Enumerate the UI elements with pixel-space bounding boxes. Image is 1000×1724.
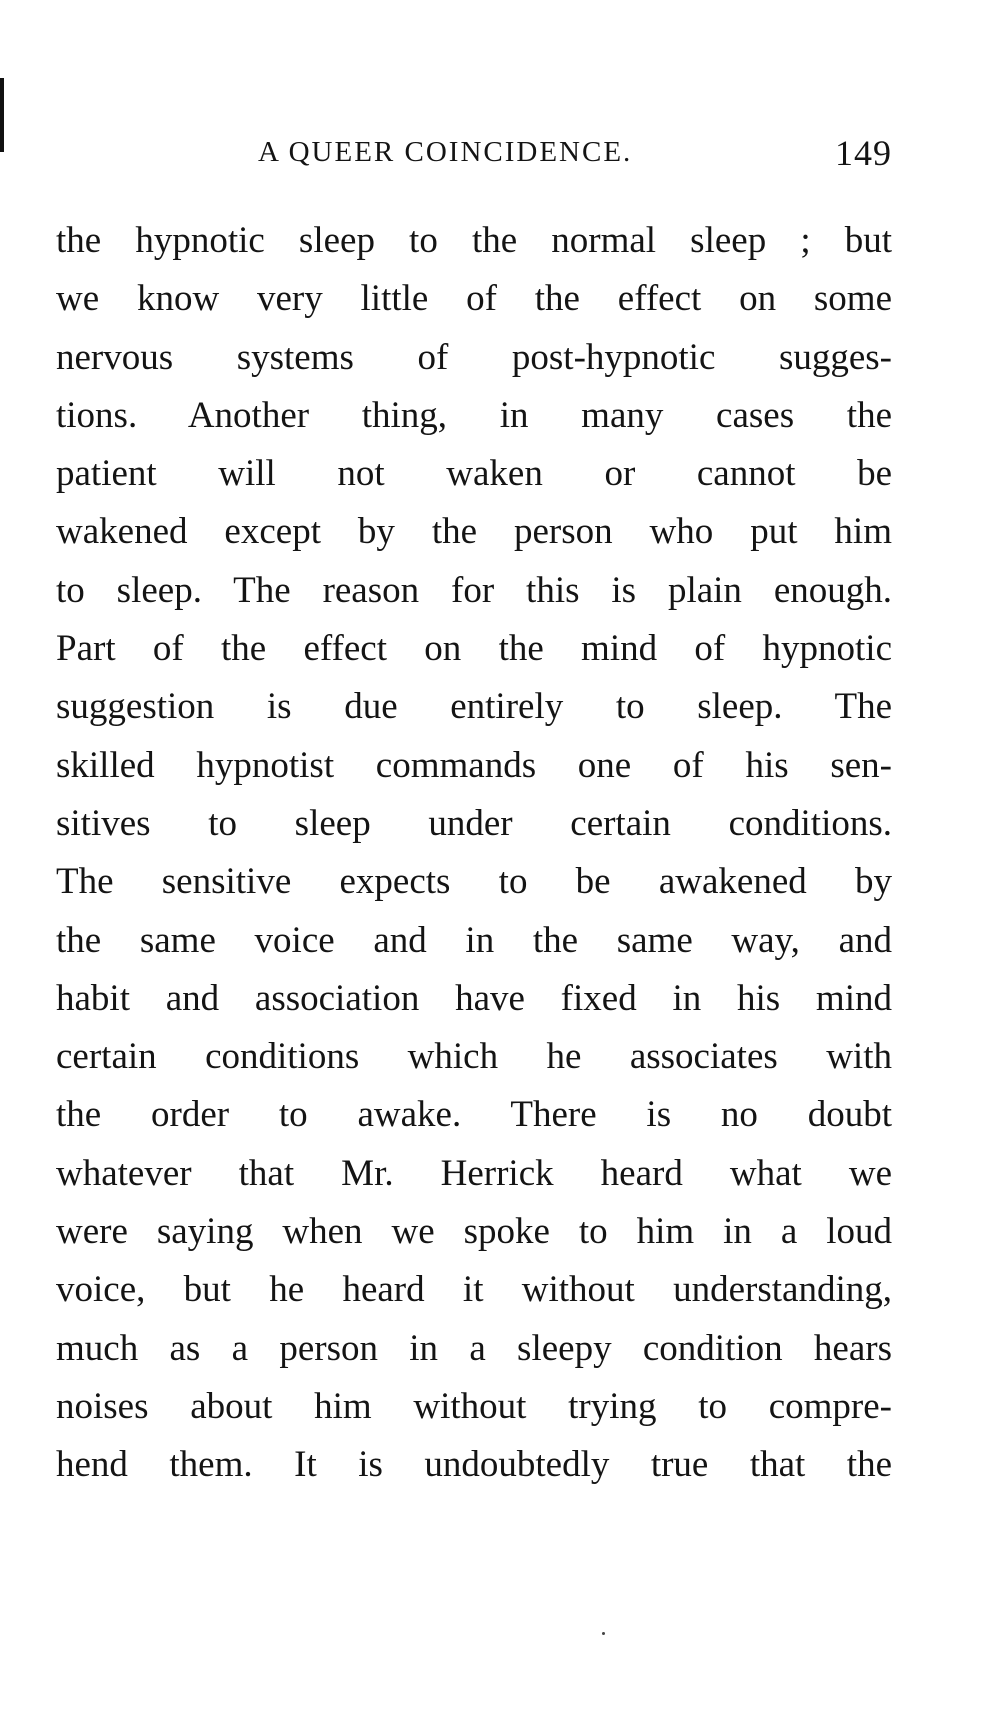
text-line: much as a person in a sleepy condition hears: [56, 1327, 892, 1369]
text-line: certain conditions which he associates with: [56, 1036, 892, 1078]
text-line: voice, but he heard it without understanding,: [56, 1269, 892, 1311]
text-line: wakened except by the person who put him: [56, 511, 892, 553]
text-line: The sensitive expects to be awakened by: [56, 861, 892, 903]
text-line: nervous systems of post-hypnotic sugges-: [56, 336, 892, 378]
text-line: the order to awake. There is no doubt: [56, 1094, 892, 1136]
text-line: tions. Another thing, in many cases the: [56, 394, 892, 436]
text-line: sitives to sleep under certain conditions.: [56, 802, 892, 844]
text-line: patient will not waken or cannot be: [56, 453, 892, 495]
text-line: to sleep. The reason for this is plain enough.: [56, 569, 892, 611]
footer-speck: [602, 1632, 605, 1635]
text-line: we know very little of the effect on some: [56, 278, 892, 320]
text-line: hend them. It is undoubtedly true that the: [56, 1444, 892, 1486]
text-line: whatever that Mr. Herrick heard what we: [56, 1152, 892, 1194]
page-edge-mark: [0, 78, 4, 152]
text-line: the same voice and in the same way, and: [56, 919, 892, 961]
text-line: were saying when we spoke to him in a loud: [56, 1211, 892, 1253]
page-number: 149: [835, 133, 892, 173]
text-line: the hypnotic sleep to the normal sleep ; but: [56, 220, 892, 261]
text-line: suggestion is due entirely to sleep. The: [56, 686, 892, 728]
text-line: habit and association have fixed in his mind: [56, 977, 892, 1019]
text-line: skilled hypnotist commands one of his sen-: [56, 744, 892, 786]
body-text: [56, 212, 892, 1495]
text-line: Part of the effect on the mind of hypnotic: [56, 628, 892, 670]
text-line: noises about him without trying to compre-: [56, 1385, 892, 1427]
running-head-title: A QUEER COINCIDENCE.: [258, 136, 633, 168]
running-head: [56, 132, 892, 182]
